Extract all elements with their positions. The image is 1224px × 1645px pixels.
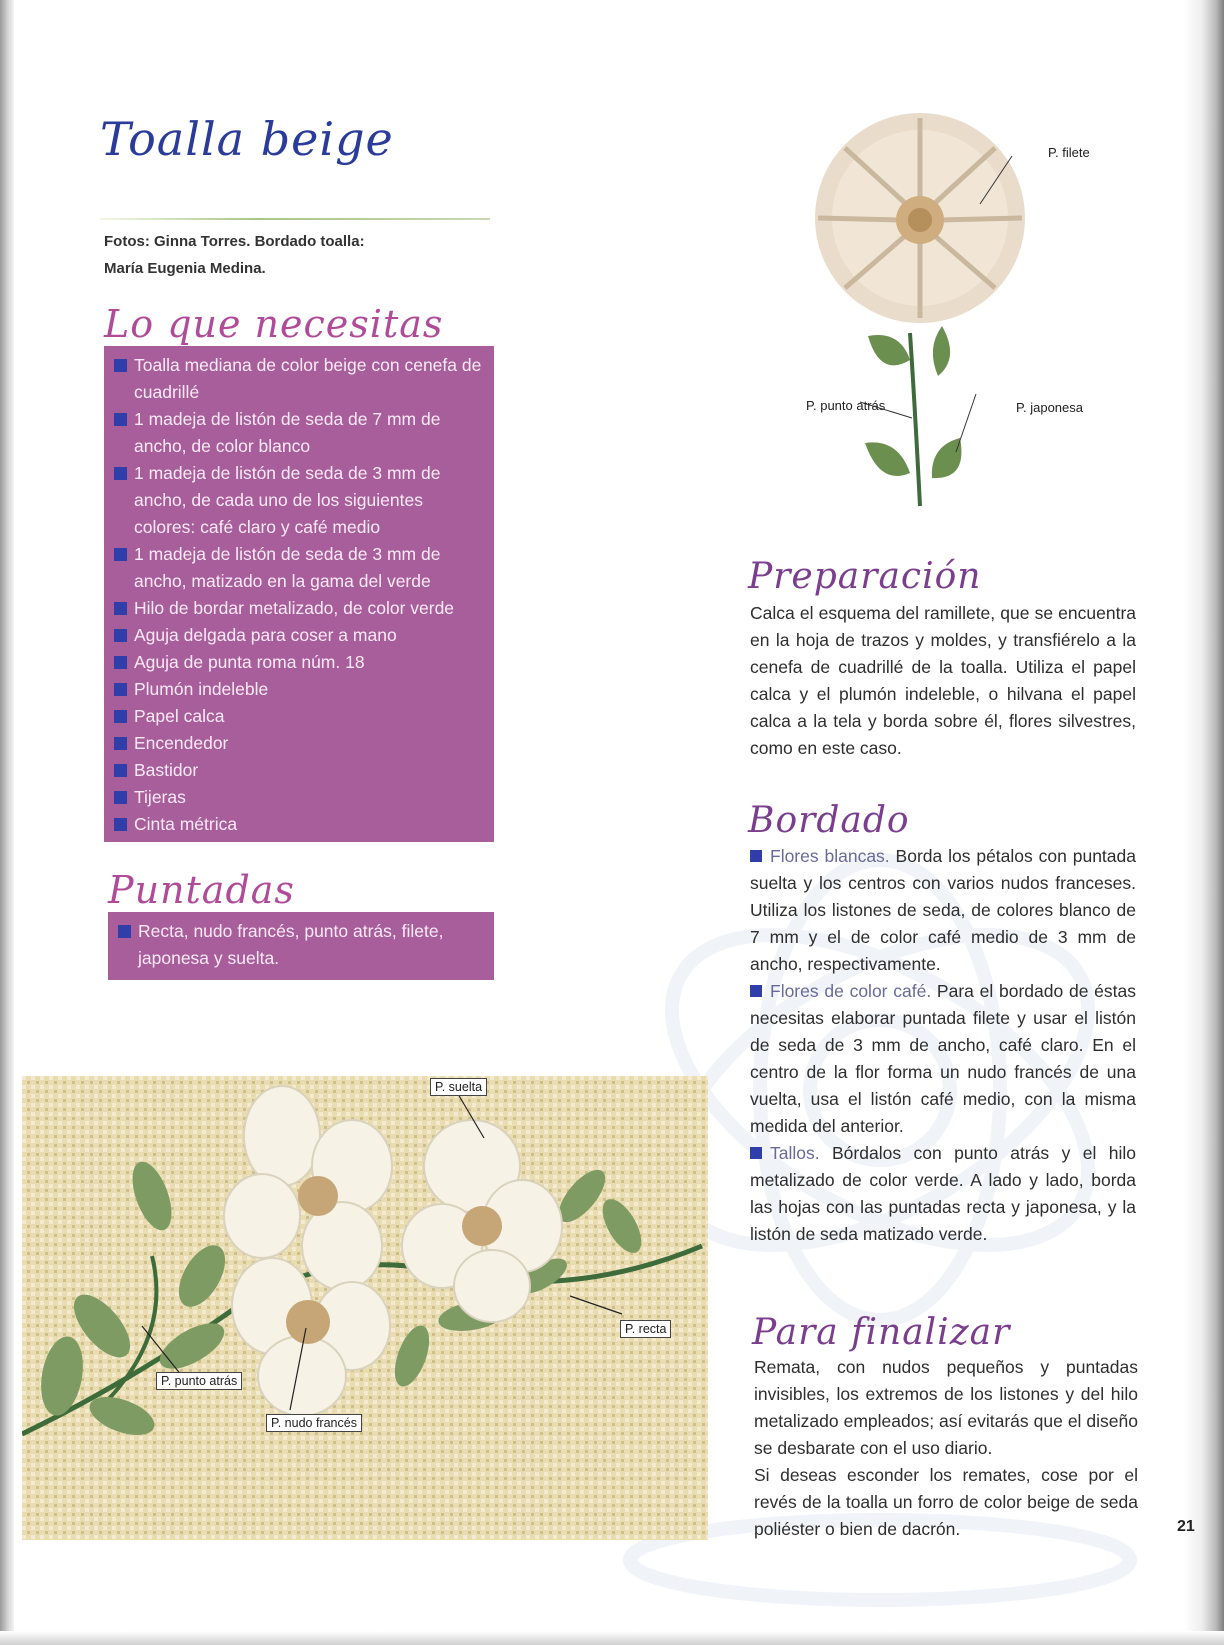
embroidery-paragraph: Flores blancas. Borda los pétalos con puntada suelta y los centros con varios nudos franceses. Utiliza los listones de seda, de colores blanco de 7 mm y el de color café medio de 3 mm de ancho, respectivamente. — [750, 846, 1136, 974]
list-item: Toalla mediana de color beige con cenefa de cuadrillé — [112, 352, 486, 406]
title-divider — [100, 218, 490, 220]
materials-list — [112, 352, 486, 838]
finishing-heading: Para finalizar — [752, 1312, 1011, 1353]
flower-stem-leaves-icon — [865, 326, 961, 506]
embroidery-text — [750, 843, 1136, 1248]
label-p-punto-atras: P. punto atrás — [806, 398, 886, 413]
photo-credits — [104, 228, 464, 282]
bullet-square-icon — [114, 656, 127, 669]
list-item: Aguja delgada para coser a mano — [112, 622, 486, 649]
bullet-square-icon — [114, 818, 127, 831]
materials-box — [104, 346, 494, 842]
list-item: Aguja de punta roma núm. 18 — [112, 649, 486, 676]
embroidery-heading: Bordado — [748, 800, 910, 841]
list-item: 1 madeja de listón de seda de 3 mm de ancho, de cada uno de los siguientes colores: café claro y café medio — [112, 460, 486, 541]
label-p-nudo-frances: P. nudo francés — [266, 1414, 362, 1432]
bullet-square-icon — [114, 791, 127, 804]
bullet-square-icon — [114, 710, 127, 723]
label-p-punto-atras-towel: P. punto atrás — [156, 1372, 242, 1390]
label-p-filete: P. filete — [1048, 145, 1090, 160]
preparation-heading: Preparación — [748, 556, 982, 597]
embroidery-paragraph: Flores de color café. Para el bordado de éstas necesitas elaborar puntada filete y usar el listón de seda de 3 mm de ancho, café claro. En el centro de la flor forma un nudo francés de una vuelta, usa el listón café medio, con la misma medida del anterior. — [750, 981, 1136, 1136]
list-item: 1 madeja de listón de seda de 3 mm de ancho, matizado en la gama del verde — [112, 541, 486, 595]
bullet-square-icon — [114, 683, 127, 696]
stitches-heading: Puntadas — [108, 868, 295, 912]
label-p-japonesa: P. japonesa — [1016, 400, 1083, 415]
label-p-suelta: P. suelta — [430, 1078, 487, 1096]
stitches-box — [108, 912, 494, 980]
towel-fabric-icon — [22, 1076, 708, 1540]
list-item: 1 madeja de listón de seda de 7 mm de ancho, de color blanco — [112, 406, 486, 460]
bullet-square-icon — [118, 925, 131, 938]
finishing-text — [754, 1354, 1138, 1543]
label-p-recta: P. recta — [620, 1320, 671, 1338]
list-item: Recta, nudo francés, punto atrás, filete, japonesa y suelta. — [116, 918, 486, 972]
list-item: Encendedor — [112, 730, 486, 757]
stitches-list — [116, 918, 486, 972]
bullet-square-icon — [750, 1147, 762, 1159]
embroidery-paragraph: Tallos. Bórdalos con punto atrás y el hilo metalizado de color verde. A lado y lado, borda las hojas con las puntadas recta y japonesa, y la listón de seda matizado verde. — [750, 1143, 1136, 1244]
bullet-square-icon — [114, 548, 127, 561]
flower-stitch-photo — [760, 108, 1100, 528]
list-item: Bastidor — [112, 757, 486, 784]
list-item: Tijeras — [112, 784, 486, 811]
flower-petals-icon — [815, 113, 1025, 323]
materials-heading: Lo que necesitas — [104, 302, 444, 346]
list-item: Plumón indeleble — [112, 676, 486, 703]
finishing-paragraph: Remata, con nudos pequeños y puntadas invisibles, los extremos de los listones y del hilo metalizado empleados; así evitarás que el diseño se desbarate con el uso diario. — [754, 1357, 1138, 1458]
preparation-text: Calca el esquema del ramillete, que se encuentra en la hoja de trazos y moldes, y transfiérelo a la cenefa de cuadrillé de la toalla. Utiliza el papel calca y el plumón indeleble, o hilvana el papel calca a la tela y borda sobre él, flores silvestres, como en este caso. — [750, 603, 1136, 758]
page-number: 21 — [1177, 1518, 1195, 1535]
finishing-paragraph: Si deseas esconder los remates, cose por el revés de la toalla un forro de color beige de seda poliéster o bien de dacrón. — [754, 1465, 1138, 1539]
page-title: Toalla beige — [100, 112, 394, 166]
bullet-square-icon — [114, 629, 127, 642]
bullet-square-icon — [750, 850, 762, 862]
list-item: Papel calca — [112, 703, 486, 730]
bullet-square-icon — [114, 467, 127, 480]
bullet-square-icon — [114, 413, 127, 426]
credits-line-1: Fotos: Ginna Torres. Bordado toalla: — [104, 233, 365, 250]
bullet-square-icon — [114, 737, 127, 750]
bullet-square-icon — [750, 985, 762, 997]
bullet-square-icon — [114, 764, 127, 777]
list-item: Cinta métrica — [112, 811, 486, 838]
list-item: Hilo de bordar metalizado, de color verde — [112, 595, 486, 622]
bullet-square-icon — [114, 359, 127, 372]
towel-embroidery-photo — [22, 1076, 708, 1540]
page-edge-shadow-left — [0, 0, 14, 1645]
page-edge-shadow-bottom — [0, 1631, 1224, 1645]
credits-line-2: María Eugenia Medina. — [104, 260, 266, 277]
bullet-square-icon — [114, 602, 127, 615]
